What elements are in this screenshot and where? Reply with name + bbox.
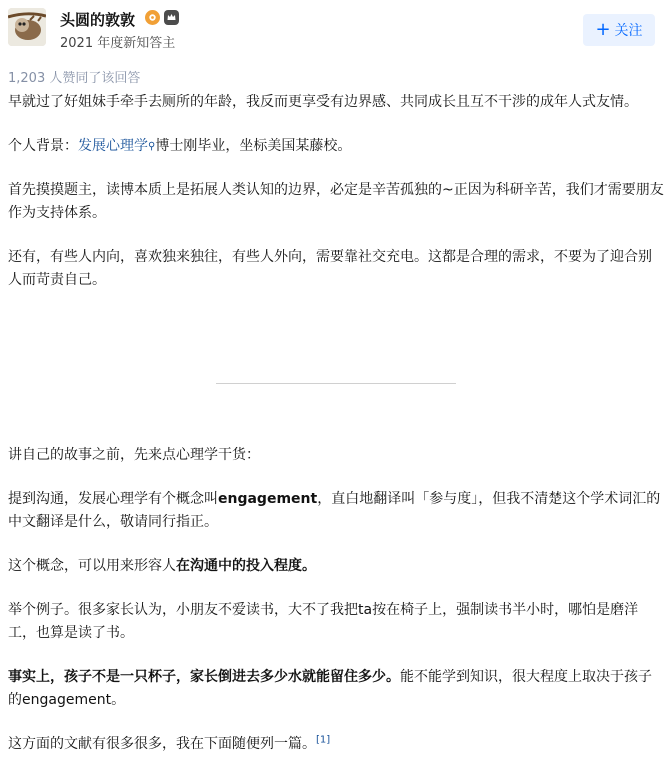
- answer-header: [8, 8, 663, 54]
- text-segment: 能不能学到知识，很大程度上取决于孩子的engagement。: [8, 669, 652, 708]
- answer-content-top: [8, 91, 664, 313]
- follow-button[interactable]: [583, 14, 655, 46]
- paragraph: 还有，有些人内向，喜欢独来独往，有些人外向，需要靠社交充电。这都是合理的需求，不要为了迎合别人而苛责自己。: [8, 249, 652, 288]
- follow-label: 关注: [614, 23, 643, 39]
- author-subtitle: 2021 年度新知答主: [60, 36, 176, 51]
- paragraph: 举个例子。很多家长认为，小朋友不爱读书，大不了我把ta按在椅子上，强制读书半小时，哪怕是磨洋工，也算是读了书。: [8, 602, 639, 641]
- keyword-link[interactable]: 发展心理学: [78, 138, 148, 154]
- text-segment: 这个概念，可以用来形容人: [8, 558, 176, 574]
- avatar[interactable]: [8, 8, 46, 46]
- crown-badge-icon[interactable]: [164, 10, 179, 25]
- paragraph: 首先摸摸题主，读博本质上是拓展人类认知的边界，必定是辛苦孤独的~正因为科研辛苦，我们才需要朋友作为支持体系。: [8, 182, 664, 221]
- paragraph-background: [8, 135, 664, 158]
- paragraph-reference: [8, 733, 664, 756]
- paragraph-engagement: [8, 488, 664, 534]
- bold-phrase: 事实上，孩子不是一只杯子，家长倒进去多少水就能留住多少。: [8, 669, 400, 685]
- plus-icon: +: [595, 18, 611, 40]
- bold-phrase: 在沟通中的投入程度。: [176, 558, 316, 574]
- text-segment: 这方面的文献有很多很多，我在下面随便列一篇。: [8, 736, 316, 752]
- bold-term: engagement: [218, 491, 318, 507]
- vote-count: 1,203 人赞同了该回答: [8, 71, 141, 86]
- sloth-avatar-icon: [8, 8, 46, 46]
- answer-content-bottom: [8, 444, 664, 777]
- text-segment: 提到沟通，发展心理学有个概念叫: [8, 491, 218, 507]
- text-segment: ，直白地翻译叫「参与度」，但我不清楚这个学术词汇的中文翻译是什么，敬请同行指正。: [8, 491, 661, 530]
- background-suffix: 博士刚毕业，坐标美国某藤校。: [155, 138, 352, 154]
- background-prefix: 个人背景：: [8, 138, 78, 154]
- section-divider: [216, 383, 456, 384]
- gear-badge-icon[interactable]: [145, 10, 160, 25]
- paragraph: 早就过了好姐妹手牵手去厕所的年龄，我反而更享受有边界感、共同成长且互不干涉的成年人式友情。: [8, 94, 638, 110]
- search-icon[interactable]: ⚲: [148, 141, 156, 152]
- paragraph-fact: [8, 666, 664, 712]
- paragraph: 讲自己的故事之前，先来点心理学干货：: [8, 447, 260, 463]
- author-badges: [145, 10, 179, 25]
- reference-link[interactable]: [1]: [316, 734, 331, 746]
- author-name[interactable]: 头圆的敦敦: [60, 11, 136, 29]
- paragraph-concept: [8, 555, 664, 578]
